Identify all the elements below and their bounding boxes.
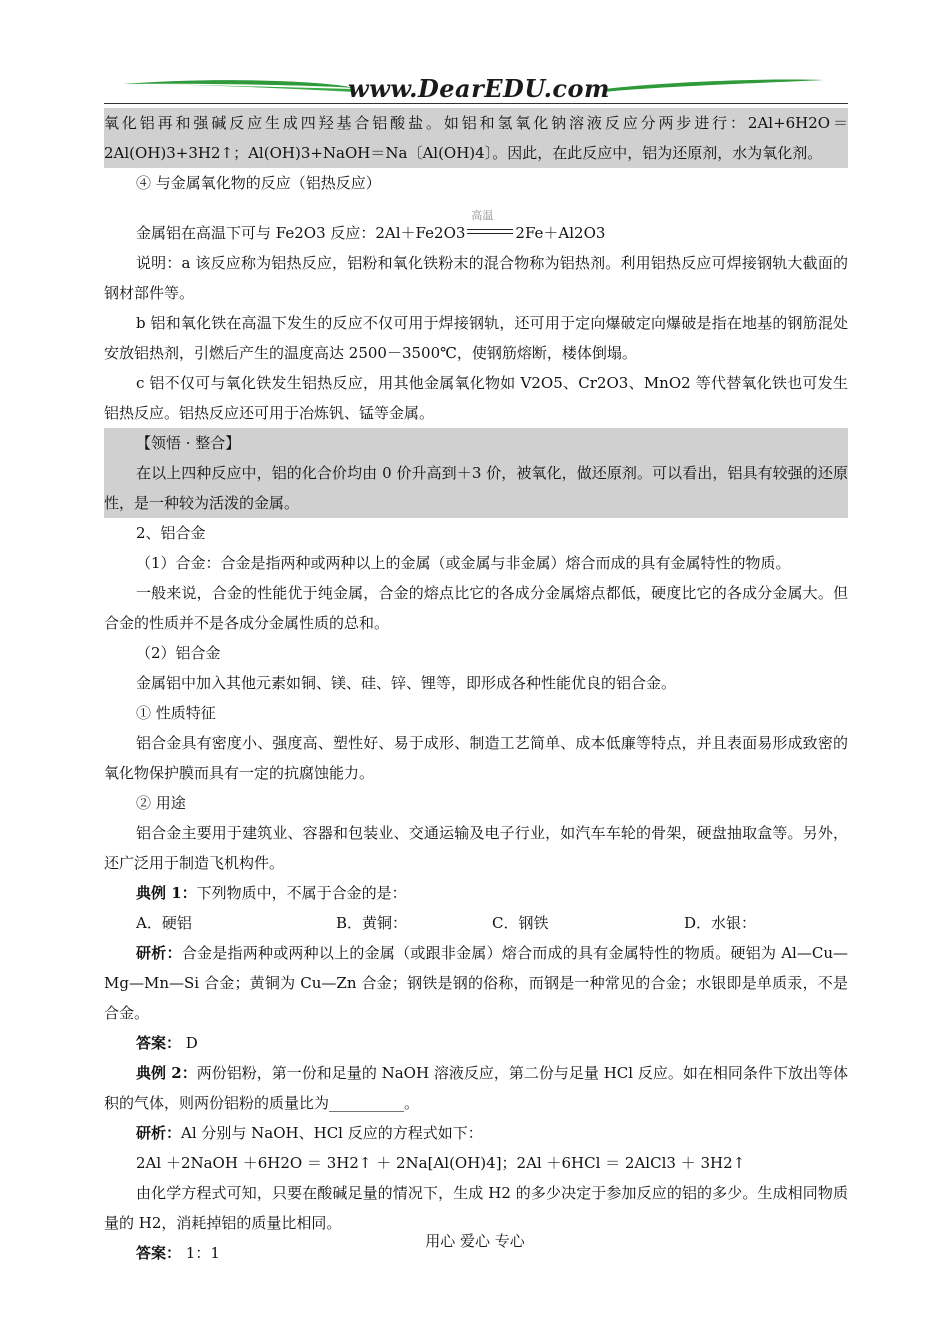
thermite-eq-prefix: 金属铝在高温下可与 Fe2O3 反应：2Al＋Fe2O3 (136, 224, 466, 242)
heading-characteristics: ① 性质特征 (136, 704, 216, 722)
answer-1-label: 答案： (136, 1034, 182, 1052)
heading-uses: ② 用途 (136, 794, 186, 812)
analysis-2-text: Al 分别与 NaOH、HCl 反应的方程式如下： (181, 1124, 483, 1142)
option-c: C．钢铁 (492, 914, 549, 932)
aluminum-alloy-formation: 金属铝中加入其他元素如铜、镁、硅、锌、锂等，即形成各种性能优良的铝合金。 (136, 674, 677, 692)
option-a: A．硬铝 (136, 914, 192, 932)
note-a: 说明：a 该反应称为铝热反应，铝粉和氧化铁粉末的混合物称为铝热剂。利用铝热反应可焊接钢轨大截面的钢材部件等。 (104, 254, 848, 302)
thermite-equation (104, 209, 848, 248)
document-body (104, 108, 848, 1268)
analysis-1-label: 研析： (136, 944, 182, 962)
high-temp-condition (465, 209, 515, 248)
analysis-2-label: 研析： (136, 1124, 182, 1142)
alloy-properties: 一般来说，合金的性能优于纯金属，合金的熔点比它的各成分金属熔点都低，硬度比它的各成分金属大。但合金的性质并不是各成分金属性质的总和。 (104, 584, 848, 632)
analysis-1-text: 合金是指两种或两种以上的金属（或跟非金属）熔合而成的具有金属特性的物质。硬铝为 Al—Cu—Mg—Mn—Si 合金；黄铜为 Cu—Zn 合金；钢铁是钢的俗称，而钢是一种常见的合金；水银即是单质汞，不是合金。 (104, 944, 848, 1022)
note-b: b 铝和氧化铁在高温下发生的反应不仅可用于焊接钢轨，还可用于定向爆破定向爆破是指在地基的钢筋混处安放铝热剂，引燃后产生的温度高达 2500－3500℃，使钢筋熔断，楼体倒塌。 (104, 314, 849, 362)
example-1-options (104, 908, 848, 938)
alloy-definition: （1）合金：合金是指两种或两种以上的金属（或金属与非金属）熔合而成的具有金属特性的物质。 (136, 554, 791, 572)
reaction-equations: 2Al ＋2NaOH ＋6H2O ＝ 3H2↑ ＋ 2Na[Al(OH)4]；2Al ＋6HCl ＝ 2AlCl3 ＋ 3H2↑ (136, 1154, 746, 1172)
page-header-logo (104, 74, 848, 106)
answer-2-label: 答案： (136, 1244, 182, 1262)
summary-text: 在以上四种反应中，铝的化合价均由 0 价升高到＋3 价，被氧化，做还原剂。可以看出，铝具有较强的还原性，是一种较为活泼的金属。 (104, 464, 848, 512)
page-footer: 用心 爱心 专心 (425, 1232, 525, 1250)
condition-label: 高温 (471, 209, 494, 222)
section-heading-metal-oxide-reaction: ④ 与金属氧化物的反应（铝热反应） (136, 174, 381, 192)
example-2-question: 两份铝粉，第一份和足量的 NaOH 溶液反应，第二份与足量 HCl 反应。如在相同条件下放出等体积的气体，则两份铝粉的质量比为__________。 (104, 1064, 848, 1112)
conclusion-text: 由化学方程式可知，只要在酸碱足量的情况下，生成 H2 的多少决定于参加反应的铝的多少。生成相同物质量的 H2，消耗掉铝的质量比相同。 (104, 1184, 848, 1232)
paragraph-aluminum-naoh: 氧化铝再和强碱反应生成四羟基合铝酸盐。如铝和氢氧化钠溶液反应分两步进行：2Al+6H2O＝2Al(OH)3+3H2↑；Al(OH)3+NaOH＝Na〔Al(OH)4〕。因此，在此反应中，铝为还原剂，水为氧化剂。 (104, 108, 848, 168)
example-1 (104, 878, 848, 908)
example-1-label: 典例 1： (136, 884, 197, 902)
uses-text: 铝合金主要用于建筑业、容器和包装业、交通运输及电子行业，如汽车车轮的骨架，硬盘抽取盒等。另外，还广泛用于制造飞机构件。 (104, 824, 848, 872)
section-heading-alloy: 2、铝合金 (136, 524, 206, 542)
example-2-label: 典例 2： (136, 1064, 197, 1082)
example-1-question: 下列物质中，不属于合金的是： (196, 884, 407, 902)
option-d: D．水银： (684, 914, 757, 932)
header-rule (104, 103, 848, 104)
subsection-aluminum-alloy: （2）铝合金 (136, 644, 221, 662)
answer-2-value: 1：1 (185, 1244, 220, 1262)
answer-1 (104, 1028, 848, 1058)
thermite-eq-suffix: 2Fe＋Al2O3 (515, 224, 606, 242)
summary-box (104, 428, 848, 518)
option-b: B．黄铜： (336, 914, 408, 932)
analysis-1 (104, 938, 848, 1028)
answer-1-value: D (185, 1034, 198, 1052)
summary-heading: 【领悟 · 整合】 (136, 434, 241, 452)
analysis-2 (104, 1118, 848, 1148)
note-c: c 铝不仅可与氧化铁发生铝热反应，用其他金属氧化物如 V2O5、Cr2O3、MnO2 等代替氧化铁也可发生铝热反应。铝热反应还可用于冶炼钒、锰等金属。 (104, 374, 848, 422)
site-logo-text: www.DearEDU.com (348, 74, 610, 103)
characteristics-text: 铝合金具有密度小、强度高、塑性好、易于成形、制造工艺简单、成本低廉等特点，并且表面易形成致密的氧化物保护膜而具有一定的抗腐蚀能力。 (104, 734, 848, 782)
example-2 (104, 1058, 848, 1118)
